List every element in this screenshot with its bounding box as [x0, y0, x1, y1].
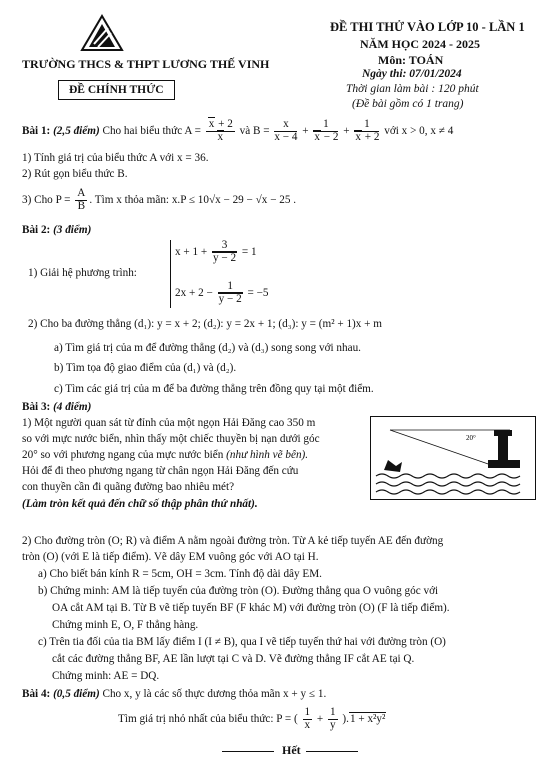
official-stamp: ĐỀ CHÍNH THỨC	[58, 80, 175, 100]
bai3-title: Bài 3:	[22, 401, 51, 413]
bai2-question-1: 1) Giải hệ phương trình:	[28, 267, 137, 279]
bai1-heading	[22, 119, 453, 144]
system-equation-2: 2x + 2 − $\frac{1}{y - 2}$ = −5	[175, 280, 269, 305]
bai3-heading	[22, 401, 91, 413]
bai1-formula-b: và B = $\frac{x}{x - 4}$ + $\frac{1}{x - 2}$ + $\frac{1}{x + 2}$	[239, 118, 380, 143]
bai2-question-b: b) Tìm tọa độ giao điểm của (d₁) và (d₂).	[54, 362, 237, 374]
bai3-p2-b-line1: b) Chứng minh: AM là tiếp tuyến của đường tròn (O). Đường thẳng qua O vuông góc với	[38, 585, 439, 597]
bai2-question-a: a) Tìm giá trị của m để đường thẳng (d₂) và (d₃) song song với nhau.	[54, 342, 361, 354]
bai3-p2-c-line3: Chứng minh: AE = DQ.	[52, 670, 160, 682]
system-equation-1: x + 1 + $\frac{3}{y - 2}$ = 1	[175, 239, 257, 264]
bai3-p2-c-line1: c) Trên tia đối của tia BM lấy điểm I (I ≠ B), qua I vẽ tiếp tuyến thứ hai với đường tròn (O)	[38, 636, 446, 648]
bai3-p1-line3-text: 20° so với phương ngang của mực nước biển	[22, 449, 224, 461]
bai3-p2-line1: 2) Cho đường tròn (O; R) và điểm A nằm ngoài đường tròn. Từ A kẻ tiếp tuyến AE đến đường	[22, 535, 444, 547]
bai2-lines: (d₁): y = x + 2; (d₂): y = 2x + 1; (d₃): y = (m² + 1)x + m	[134, 318, 382, 330]
bai3-p1-line3	[22, 449, 308, 461]
bai4-title: Bài 4:	[22, 688, 51, 700]
school-name: TRƯỜNG THCS & THPT LƯƠNG THẾ VINH	[22, 57, 270, 71]
bai3-p2-b-line2: OA cắt AM tại B. Từ B vẽ tiếp tuyến BF (F khác M) với đường tròn (O) (F là tiếp điểm).	[52, 602, 450, 614]
bai4-task-text: Tìm giá trị nhỏ nhất của biểu thức:	[118, 712, 274, 725]
bai2-question-2	[28, 318, 382, 330]
bai4-formula-p: P = ( $\frac{1}{x}$ + $\frac{1}{y}$ ).1 + x²y²	[276, 706, 386, 731]
bai1-q3-text: . Tìm x thỏa mãn: x.P ≤ 10√x − 29 − √x − 25 .	[89, 193, 297, 206]
school-logo	[78, 14, 126, 52]
bai2-q2-label: 2) Cho ba đường thẳng	[28, 318, 132, 330]
bai4-heading	[22, 688, 326, 700]
bai3-p1-line1: 1) Một người quan sát từ đỉnh của một ngọn Hải Đăng cao 350 m	[22, 417, 316, 429]
bai3-p2-c-line2: cắt các đường thẳng BF, AE lần lượt tại C và D. Vẽ đường thẳng IF cắt AE tại Q.	[52, 653, 415, 665]
bai1-intro: Cho hai biểu thức	[102, 124, 183, 137]
bai3-p2-a: a) Cho biết bán kính R = 5cm, OH = 3cm. Tính độ dài dây EM.	[38, 568, 322, 580]
bai2-title: Bài 2:	[22, 224, 51, 236]
bai1-formula-p: P = $\frac{A}{B}$	[55, 187, 86, 212]
bai2-question-c: c) Tìm các giá trị của m để ba đường thẳng trên đồng quy tại một điểm.	[54, 383, 374, 395]
bai4-points: (0,5 điểm)	[53, 688, 100, 700]
subject: Môn: TOÁN	[378, 53, 444, 67]
school-year: NĂM HỌC 2024 - 2025	[360, 37, 480, 51]
exam-title: ĐỀ THI THỬ VÀO LỚP 10 - LẦN 1	[330, 20, 525, 34]
exam-duration: Thời gian làm bài : 120 phút	[346, 83, 479, 95]
bai1-question-2: 2) Rút gọn biểu thức B.	[22, 168, 128, 180]
bai2-points: (3 điểm)	[53, 224, 92, 236]
bai3-p1-rounding-note: (Làm tròn kết quả đến chữ số thập phân thứ nhất).	[22, 498, 258, 510]
bai1-formula-a: A = $\frac{x + 2}{x}$	[184, 118, 233, 143]
bai4-intro: Cho x, y là các số thực dương thỏa mãn x + y ≤ 1.	[102, 688, 327, 700]
footer-rule-right	[306, 751, 358, 752]
bai1-title: Bài 1:	[22, 124, 51, 137]
system-brace	[170, 240, 171, 308]
figure-angle-label: 20°	[466, 434, 476, 442]
bai3-p1-line4: Hỏi để đi theo phương ngang từ chân ngọn Hải Đăng đến cứu	[22, 465, 299, 477]
bai3-p2-b-line3: Chứng minh E, O, F thẳng hàng.	[52, 619, 199, 631]
bai1-q3-label: 3) Cho	[22, 193, 53, 206]
lighthouse-figure	[370, 416, 536, 500]
bai3-points: (4 điểm)	[53, 401, 92, 413]
footer-rule-left	[222, 751, 274, 752]
bai4-task	[118, 707, 386, 732]
bai2-heading	[22, 224, 91, 236]
end-marker: Hết	[282, 743, 301, 757]
bai3-p1-line2: so với mực nước biển, nhìn thấy một chiếc thuyền bị nạn dưới góc	[22, 433, 320, 445]
bai3-p1-figure-note: (như hình vẽ bên).	[226, 449, 309, 461]
page-note: (Đề bài gồm có 1 trang)	[352, 98, 464, 110]
bai1-question-3	[22, 188, 296, 213]
bai3-p1-line5: con thuyền cần đi quãng đường bao nhiêu mét?	[22, 481, 235, 493]
bai1-question-1: 1) Tính giá trị của biểu thức A với x = 36.	[22, 152, 209, 164]
exam-date: Ngày thi: 07/01/2024	[362, 68, 462, 80]
bai1-points: (2,5 điểm)	[53, 124, 100, 137]
bai1-conditions: với x > 0, x ≠ 4	[384, 124, 454, 137]
bai3-p2-line2: tròn (O) (với E là tiếp điểm). Vẽ dây EM vuông góc với AO tại H.	[22, 551, 319, 563]
